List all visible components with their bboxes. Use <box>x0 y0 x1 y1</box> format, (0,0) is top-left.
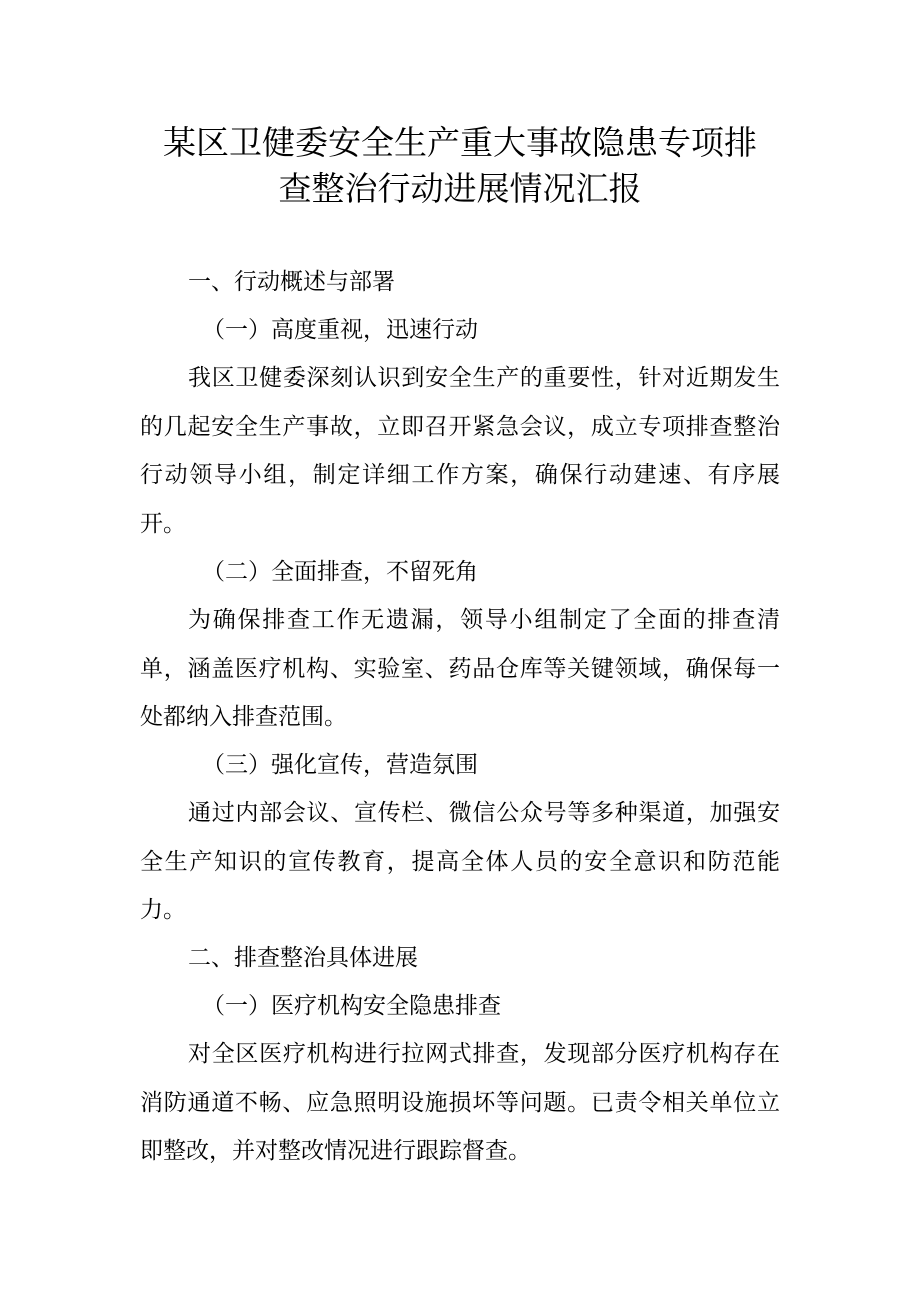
document-title-line-2: 查整治行动进展情况汇报 <box>278 169 642 208</box>
subsection-heading-1-3: （三）强化宣传，营造氛围 <box>202 752 478 778</box>
paragraph-1-1: 我区卫健委深刻认识到安全生产的重要性，针对近期发生的几起安全生产事故，立即召开紧急会议，成立专项排查整治行动领导小组，制定详细工作方案，确保行动建速、有序展开。 <box>140 365 780 537</box>
document-title-line-1: 某区卫健委安全生产重大事故隐患专项排 <box>163 123 757 162</box>
paragraph-1-2: 为确保排查工作无遗漏，领导小组制定了全面的排查清单，涵盖医疗机构、实验室、药品仓库等关键领域，确保每一处都纳入排查范围。 <box>140 607 780 730</box>
subsection-heading-1-2: （二）全面排查，不留死角 <box>202 559 478 585</box>
paragraph-1-3: 通过内部会议、宣传栏、微信公众号等多种渠道，加强安全生产知识的宣传教育，提高全体人员的安全意识和防范能力。 <box>140 800 780 923</box>
subsection-heading-1-1: （一）高度重视，迅速行动 <box>202 317 478 343</box>
section-heading-2: 二、排查整治具体进展 <box>188 945 418 971</box>
section-heading-1: 一、行动概述与部署 <box>188 269 395 295</box>
paragraph-2-1: 对全区医疗机构进行拉网式排查，发现部分医疗机构存在消防通道不畅、应急照明设施损坏等问题。已责令相关单位立即整改，并对整改情况进行跟踪督查。 <box>140 1041 780 1164</box>
subsection-heading-2-1: （一）医疗机构安全隐患排查 <box>202 993 501 1019</box>
